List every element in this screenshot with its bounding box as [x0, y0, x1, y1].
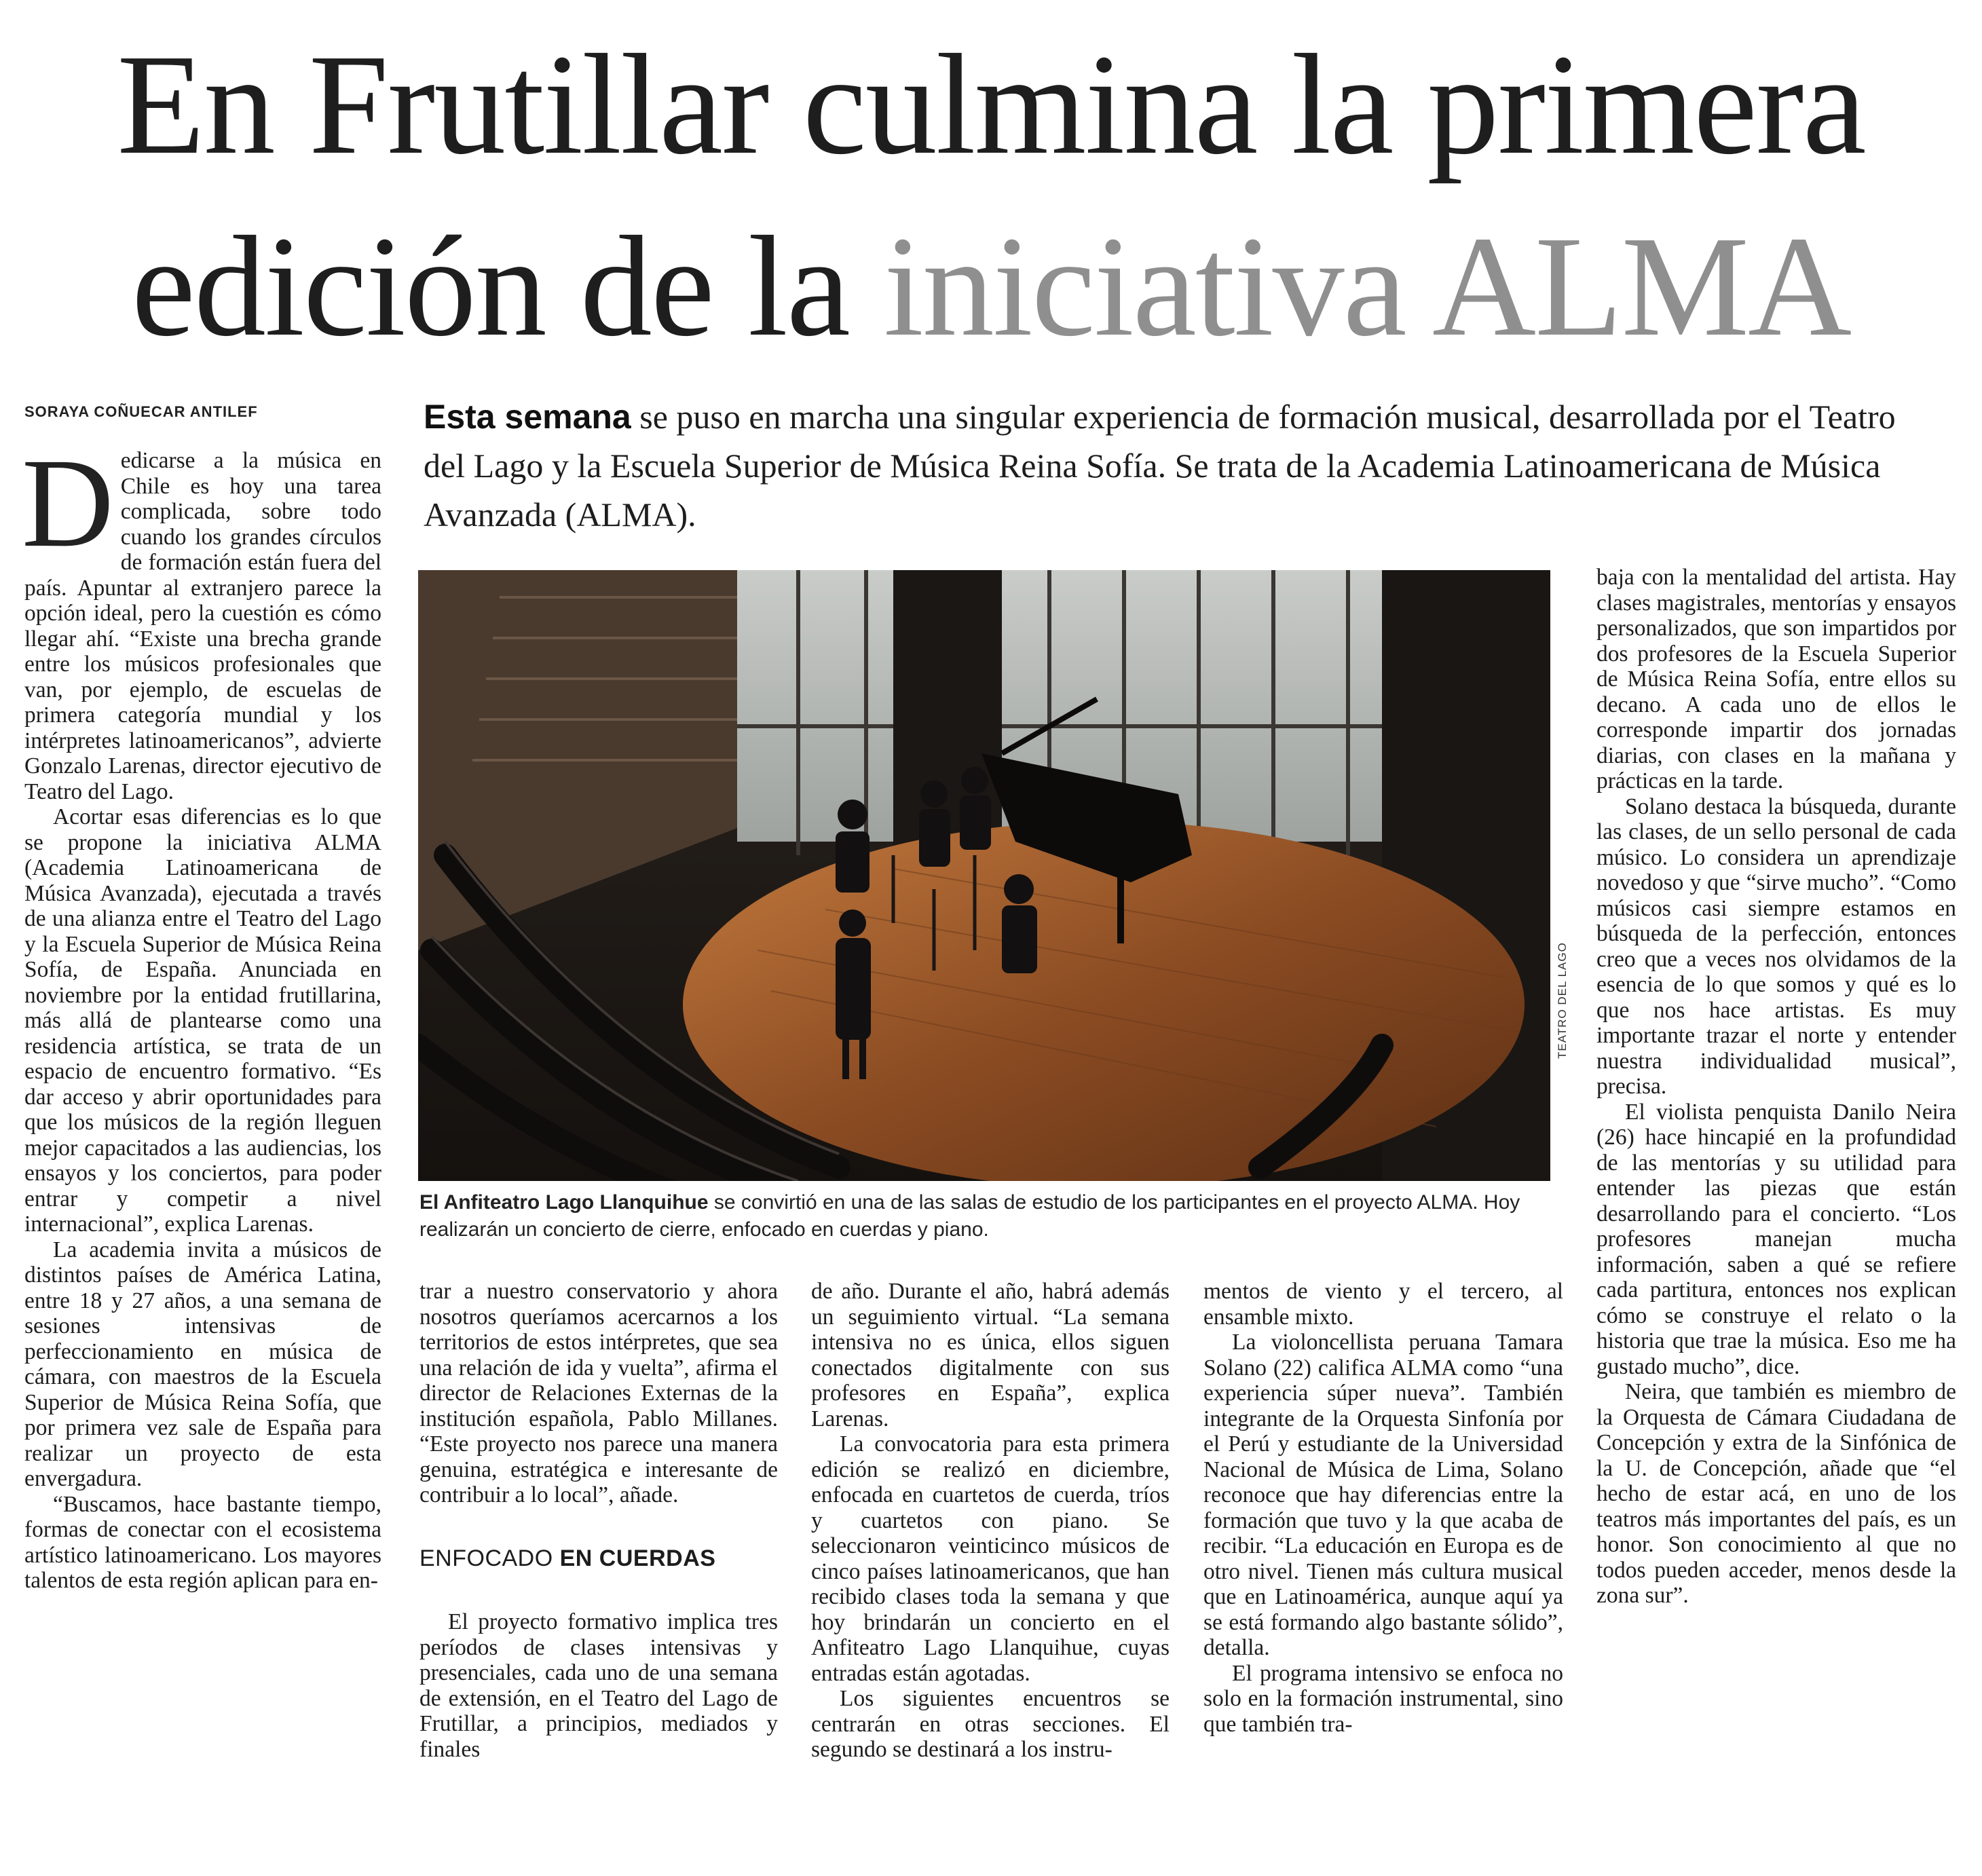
- column-5-paragraph-1: baja con la mentalidad del artista. Hay clases magistrales, mentorías y ensayos personalizados, que son impartidos por dos profesores de la Escuela Superior de Música Reina Sofía, entre ellos su decano. A cada uno de ellos le corresponde impartir dos jornadas diarias, con clases en la mañana y prácticas en la tarde.: [1596, 565, 1956, 793]
- column-3-paragraph-1: de año. Durante el año, habrá además un seguimiento virtual. “La semana intensiva no es única, ellos siguen conectados digitalmente con sus profesores en España”, explica Larenas.: [811, 1279, 1170, 1431]
- column-5-paragraph-2: Solano destaca la búsqueda, durante las clases, de un sello personal de cada músico. Lo considera un aprendizaje novedoso y que “sirve mucho”. “Como músicos casi siempre estamos en búsqueda de la perfección, entonces creo que a veces nos olvidamos de la esencia de lo que somos y qué es lo que nos hace artistas. Es muy importante trazar el norte y entender nuestra individualidad musical”, precisa.: [1596, 793, 1956, 1099]
- headline-line-2-grey: iniciativa ALMA: [883, 206, 1851, 366]
- column-2-paragraph-1: trar a nuestro conservatorio y ahora nosotros queríamos acercarnos a los territorios de estos intérpretes, que sea una relación de ida y vuelta”, afirma el director de Relaciones Externas de la institución española, Pablo Millanes. “Este proyecto nos parece una manera genuina, estratégica e interesante de contribuir a lo local”, añade.: [419, 1279, 778, 1507]
- body-column-4: [1203, 1279, 1563, 1737]
- column-5-paragraph-4: Neira, que también es miembro de la Orquesta de Cámara Ciudadana de Concepción y extra de la Sinfónica de la U. de Concepción, añade que “el hecho de estar acá, en uno de los teatros más importantes del país, es un honor. Son conocimiento al que no todos pueden acceder, menos desde la zona sur”.: [1596, 1379, 1956, 1608]
- photo-credit: TEATRO DEL LAGO: [1556, 942, 1569, 1059]
- body-column-1: [22, 432, 381, 1594]
- paragraph-1-text: edicarse a la música en Chile es hoy una tarea complicada, sobre todo cuando los grandes círculos de formación están fuera del país. Apuntar al extranjero parece la opción ideal, pero la cuestión es cómo llegar ahí. “Existe una brecha grande entre los músicos profesionales que van, por ejemplo, de escuelas de primera categoría mundial y los intérpretes latinoamericanos”, advierte Gonzalo Larenas, director ejecutivo de Teatro del Lago.: [24, 448, 381, 804]
- concert-hall-illustration: [418, 570, 1550, 1181]
- paragraph-3: La academia invita a músicos de distintos países de América Latina, entre 18 y 27 años, a una semana de sesiones intensivas de perfeccionamiento en música de cámara, con maestros de la Escuela Superior de Música Reina Sofía, que por primera vez sale de España para realizar un proyecto de esta envergadura.: [24, 1237, 381, 1491]
- column-4-paragraph-2: La violoncellista peruana Tamara Solano (22) califica ALMA como “una experiencia súper nueva”. También integrante de la Orquesta Sinfonía por el Perú y estudiante de la Universidad Nacional de Música de Lima, Solano reconoce que hay diferencias entre la formación que tuvo y la que acaba de recibir. “La educación en Europa es de otro nivel. Tienen más cultura musical que en Latinoamérica, aunque aquí ya se está formando algo bastante sólido”, detalla.: [1203, 1330, 1563, 1660]
- caption-strong: El Anfiteatro Lago Llanquihue: [419, 1191, 709, 1214]
- body-column-5: [1596, 565, 1956, 1609]
- paragraph-1: [22, 432, 381, 804]
- column-5-paragraph-3: El violista penquista Danilo Neira (26) hace hincapié en la profundidad de las mentorías y su utilidad para entender las piezas que están desarrollando para el concierto. “Los profesores manejan mucha información, saben a qué se refiere cada partitura, entonces nos explican cómo se construye el relato o la historia que trae la música. Eso me ha gustado mucho”, dice.: [1596, 1099, 1956, 1379]
- headline-line-1: En Frutillar culmina la primera: [117, 24, 1865, 184]
- subhead-bold: EN CUERDAS: [559, 1545, 716, 1571]
- article-photo: [418, 570, 1550, 1181]
- body-column-3: [811, 1279, 1170, 1763]
- lead-strong: Esta semana: [424, 398, 631, 436]
- subhead-light: ENFOCADO: [419, 1545, 560, 1571]
- drop-cap: D: [22, 432, 114, 574]
- subhead: [419, 1546, 778, 1572]
- paragraph-2: Acortar esas diferencias es lo que se propone la iniciativa ALMA (Academia Latinoamericana de Música Avanzada), ejecutada a través de una alianza entre el Teatro del Lago y la Escuela Superior de Música Reina Sofía, de España. Anunciada en noviembre por la entidad frutillarina, más allá de plantearse como una residencia artística, se trata de un espacio de encuentro formativo. “Es dar acceso y abrir oportunidades para que los músicos de la región lleguen mejor capacitados a las audiencias, los ensayos y los conciertos, para poder entrar y competir a nivel internacional”, explica Larenas.: [24, 804, 381, 1237]
- headline: [0, 14, 1982, 377]
- column-2-paragraph-2: El proyecto formativo implica tres períodos de clases intensivas y presenciales, cada uno de una semana de extensión, en el Teatro del Lago de Frutillar, a principios, mediados y finales: [419, 1609, 778, 1762]
- body-column-2: [419, 1279, 778, 1762]
- byline: SORAYA COÑUECAR ANTILEF: [24, 403, 258, 420]
- paragraph-4: “Buscamos, hace bastante tiempo, formas de conectar con el ecosistema artístico latinoamericano. Los mayores talentos de esta región aplican para en-: [24, 1491, 381, 1593]
- lead-text: se puso en marcha una singular experiencia de formación musical, desarrollada por el Teatro del Lago y la Escuela Superior de Música Reina Sofía. Se trata de la Academia Latinoamericana de Música Avanzada (ALMA).: [424, 398, 1896, 533]
- column-3-paragraph-3: Los siguientes encuentros se centrarán en otras secciones. El segundo se destinará a los instru-: [811, 1686, 1170, 1762]
- photo-caption: [419, 1189, 1573, 1243]
- column-4-paragraph-1: mentos de viento y el tercero, al ensamble mixto.: [1203, 1279, 1563, 1330]
- lead-paragraph: [424, 392, 1917, 539]
- column-4-paragraph-3: El programa intensivo se enfoca no solo en la formación instrumental, sino que también tra-: [1203, 1660, 1563, 1737]
- caption-text: se convirtió en una de las salas de estudio de los participantes en el proyecto ALMA. Hoy realizarán un concierto de cierre, enfocado en cuerdas y piano.: [419, 1191, 1520, 1241]
- headline-line-2-dark: edición de la: [131, 206, 884, 366]
- column-3-paragraph-2: La convocatoria para esta primera edición se realizó en diciembre, enfocada en cuartetos de cuerda, tríos y cuartetos con piano. Se seleccionaron veinticinco músicos de cinco países latinoamericanos, que han recibido clases toda la semana y que hoy brindarán un concierto en el Anfiteatro Lago Llanquihue, cuyas entradas están agotadas.: [811, 1431, 1170, 1686]
